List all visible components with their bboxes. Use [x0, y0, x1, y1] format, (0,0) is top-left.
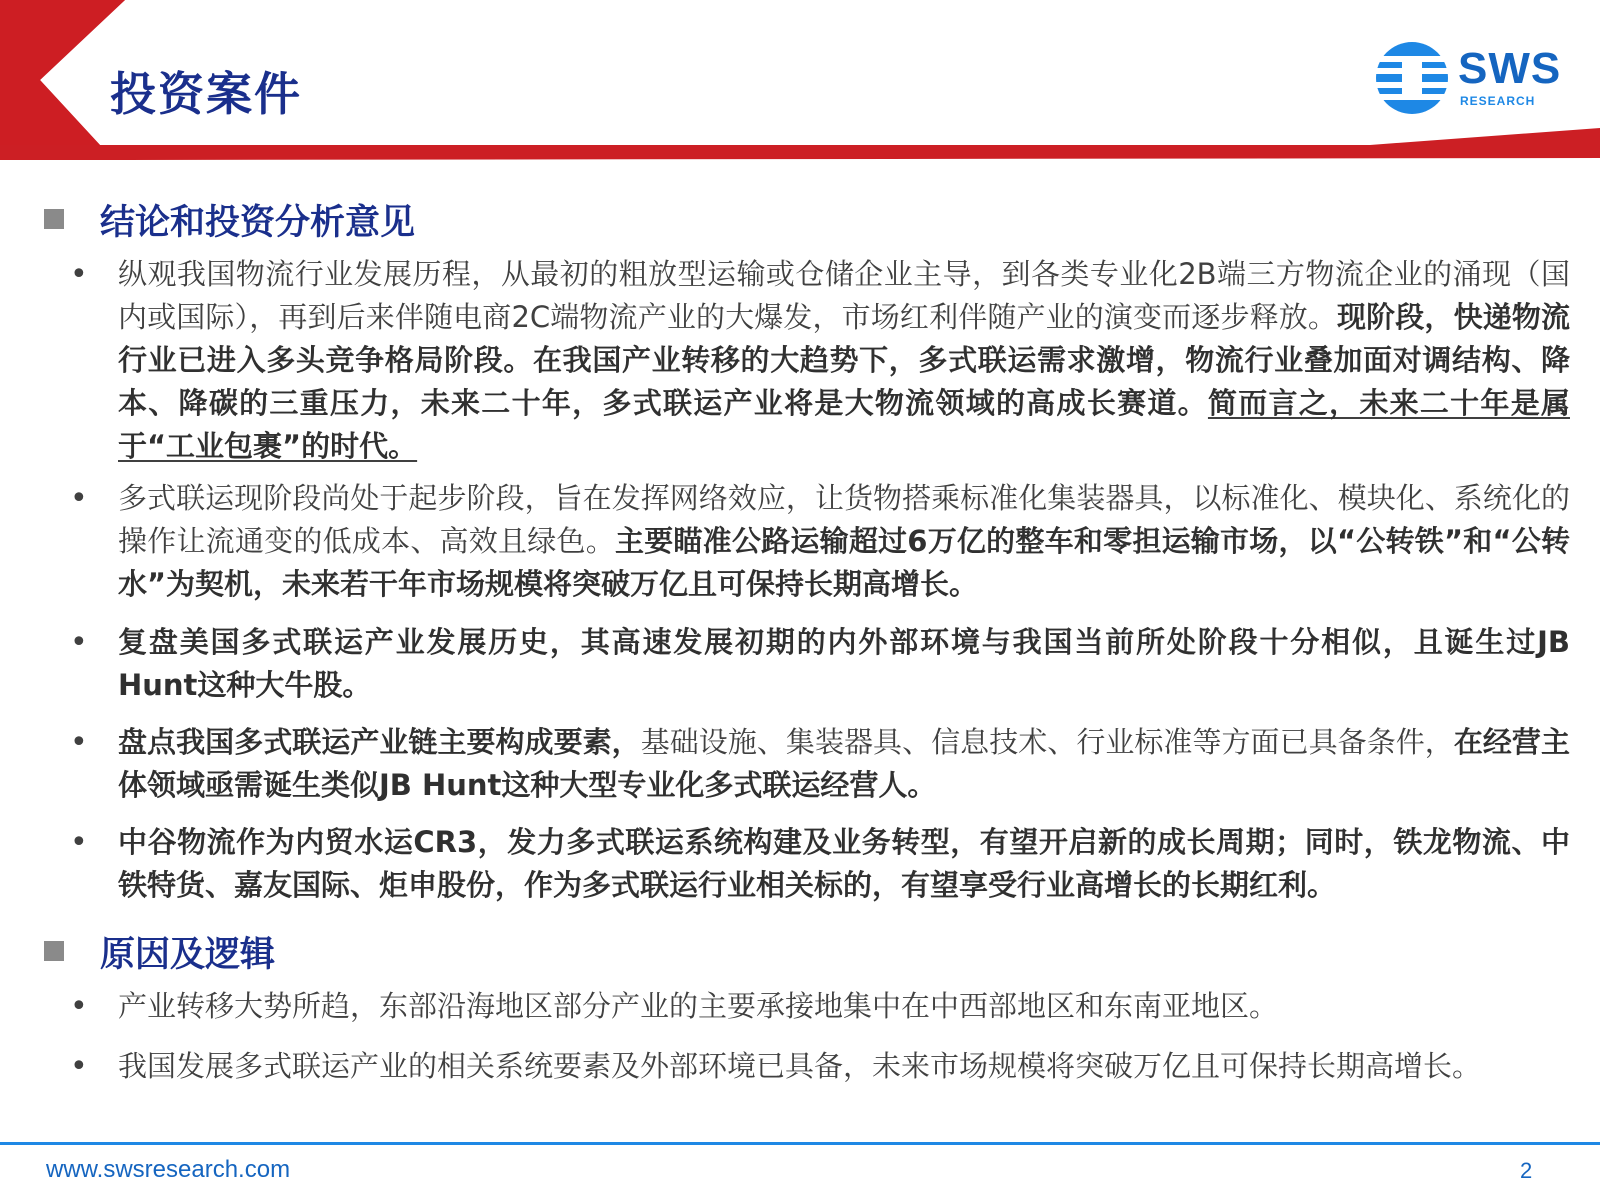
section-title: 原因及逻辑	[100, 935, 276, 975]
square-bullet-icon	[44, 941, 64, 961]
footer-website-link[interactable]: www.swsresearch.com	[46, 1156, 291, 1183]
page-title: 投资案件	[110, 67, 302, 121]
sws-globe-icon	[1372, 38, 1452, 118]
paragraph	[118, 821, 1570, 907]
bullet-dot-icon: •	[70, 725, 88, 760]
bullet-dot-icon: •	[70, 825, 88, 860]
paragraph	[118, 621, 1570, 707]
page-number: 2	[1520, 1158, 1533, 1183]
section-title: 结论和投资分析意见	[100, 203, 416, 243]
text-span-bold: 现阶段，快递物流行业已进入多头竞争格局阶段。在我国产业转移的大趋势下，多式联运需求激增，物流行业叠加面对调结构、降本、降碳的三重压力，未来二十年，多式联运产业将是大物流领域的高成长赛道。	[118, 300, 1570, 420]
text-span-bold: 复盘美国多式联运产业发展历史，其高速发展初期的内外部环境与我国当前所处阶段十分相似，且诞生过JB Hunt这种大牛股。	[118, 625, 1570, 702]
text-span-underlined: 简而言之，未来二十年是属于“工业包裹”的时代。	[118, 386, 1570, 463]
text-span: 基础设施、集装器具、信息技术、行业标准等方面已具备条件，	[640, 725, 1454, 759]
text-span-bold: 主要瞄准公路运输超过6万亿的整车和零担运输市场，以“公转铁”和“公转水”为契机，未来若干年市场规模将突破万亿且可保持长期高增长。	[118, 524, 1570, 601]
paragraph	[118, 477, 1570, 606]
text-span-bold: 中谷物流作为内贸水运CR3，发力多式联运系统构建及业务转型，有望开启新的成长周期；同时，铁龙物流、中铁特货、嘉友国际、炬申股份，作为多式联运行业相关标的，有望享受行业高增长的长期红利。	[118, 825, 1570, 902]
paragraph	[118, 985, 1570, 1028]
bullet-dot-icon: •	[70, 1049, 88, 1084]
header-banner	[0, 0, 1600, 170]
text-span: 产业转移大势所趋，东部沿海地区部分产业的主要承接地集中在中西部地区和东南亚地区。	[118, 989, 1279, 1023]
text-span: 纵观我国物流行业发展历程，从最初的粗放型运输或仓储企业主导，到各类专业化2B端三方物流企业的涌现（国内或国际），再到后来伴随电商2C端物流产业的大爆发，市场红利伴随产业的演变而逐步释放。	[118, 257, 1570, 334]
bullet-dot-icon: •	[70, 257, 88, 292]
text-span-bold: 盘点我国多式联运产业链主要构成要素，	[118, 725, 641, 759]
logo-subtitle: RESEARCH	[1460, 94, 1536, 108]
text-span: 我国发展多式联运产业的相关系统要素及外部环境已具备，未来市场规模将突破万亿且可保持长期高增长。	[118, 1049, 1482, 1083]
paragraph	[118, 721, 1570, 807]
footer-divider	[0, 1142, 1600, 1145]
paragraph	[118, 253, 1570, 468]
text-span-bold: 在经营主体领域亟需诞生类似JB Hunt这种大型专业化多式联运经营人。	[118, 725, 1570, 802]
text-span: 多式联运现阶段尚处于起步阶段，旨在发挥网络效应，让货物搭乘标准化集装器具，以标准化、模块化、系统化的操作让流通变的低成本、高效且绿色。	[118, 481, 1570, 558]
sws-logo	[1372, 38, 1572, 118]
square-bullet-icon	[44, 209, 64, 229]
logo-wordmark: SWS	[1458, 44, 1562, 93]
bullet-dot-icon: •	[70, 625, 88, 660]
bullet-dot-icon: •	[70, 989, 88, 1024]
bullet-dot-icon: •	[70, 481, 88, 516]
paragraph	[118, 1045, 1570, 1088]
